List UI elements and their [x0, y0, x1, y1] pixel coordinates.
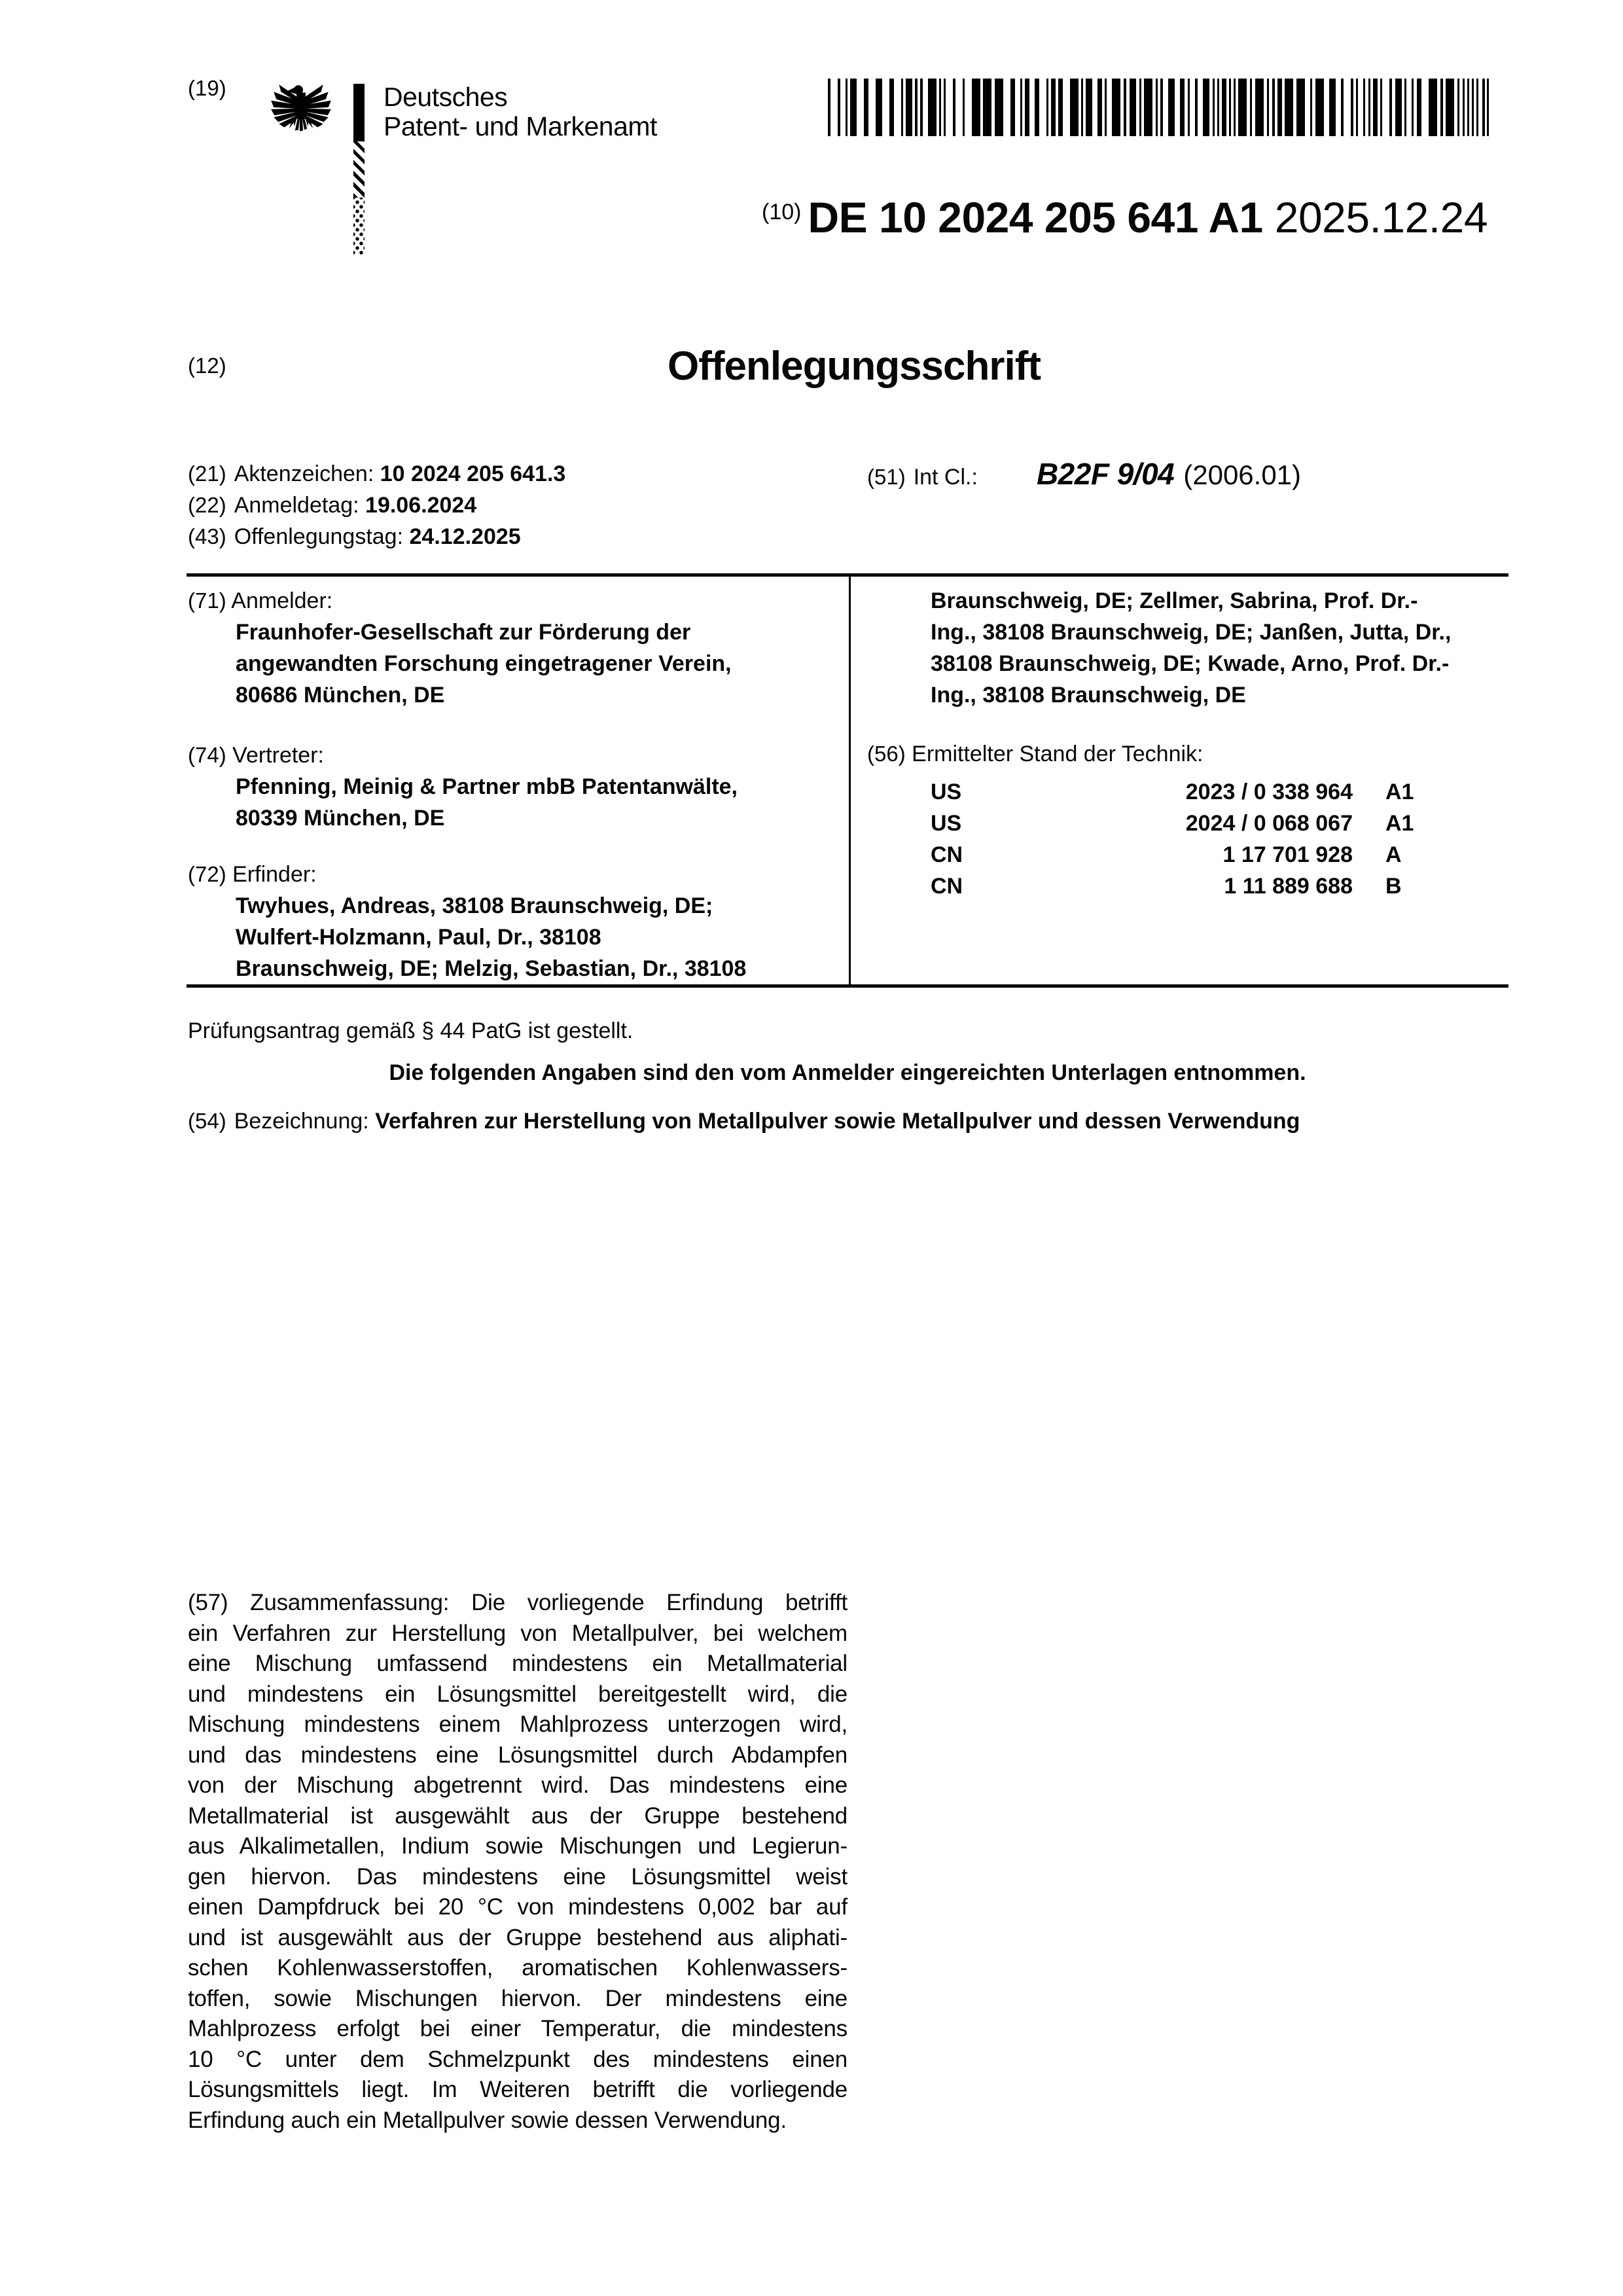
- document-type-title: Offenlegungsschrift: [668, 344, 1041, 389]
- inventors-continuation: Braunschweig, DE; Zellmer, Sabrina, Prof. Dr.- Ing., 38108 Braunschweig, DE; Janßen, Jutta, Dr., 38108 Braunschweig, DE; Kwade, Arno, Prof. Dr.- Ing., 38108 Braunschweig, DE: [931, 588, 1452, 708]
- anmeldetag-value: 19.06.2024: [365, 493, 477, 518]
- logo-divider-bar: [353, 84, 365, 255]
- office-name-line2: Patent- und Markenamt: [383, 111, 657, 141]
- citation-row: CN 1 17 701 928 A: [931, 842, 1402, 867]
- filing-data-block: [188, 458, 565, 552]
- invention-title-row: (54) Bezeichnung: Verfahren zur Herstellung von Metallpulver sowie Metallpulver und dessen Verwendung: [188, 1109, 1300, 1134]
- anmeldetag-row: (22) Anmeldetag: 19.06.2024: [188, 493, 477, 518]
- inid-code-19: (19): [188, 76, 226, 100]
- publication-number-line: [762, 192, 1488, 242]
- representative-value: Pfenning, Meinig & Partner mbB Patentanwälte, 80339 München, DE: [236, 774, 738, 831]
- int-cl-row: (51) Int Cl.: B22F 9/04 (2006.01): [867, 457, 1302, 491]
- aktenzeichen-value: 10 2024 205 641.3: [380, 461, 566, 486]
- representative-section: [188, 740, 842, 834]
- document-number: DE 10 2024 205 641 A1: [808, 193, 1263, 242]
- prior-art-label-row: (56) Ermittelter Stand der Technik:: [867, 742, 1204, 766]
- applicant-section: [188, 585, 842, 711]
- applicant-value: Fraunhofer-Gesellschaft zur Förderung der angewandten Forschung eingetragener Verein, 80686 München, DE: [236, 620, 732, 708]
- inid-code-54: (54): [188, 1109, 226, 1133]
- offenlegungstag-value: 24.12.2025: [409, 524, 521, 549]
- inventors-section: [188, 859, 842, 984]
- applicant-label-row: (71) Anmelder:: [188, 588, 333, 613]
- inventors-label-row: (72) Erfinder:: [188, 862, 317, 887]
- office-name-line1: Deutsches: [383, 82, 508, 112]
- citation-row: CN 1 11 889 688 B: [931, 874, 1402, 899]
- rule-top: [187, 573, 1508, 577]
- citations-table: [931, 776, 1507, 902]
- barcode: [828, 79, 1489, 136]
- int-cl-value: B22F 9/04: [1036, 457, 1175, 491]
- representative-label-row: (74) Vertreter:: [188, 743, 324, 768]
- inventors-value: Twyhues, Andreas, 38108 Braunschweig, DE; Wulfert-Holzmann, Paul, Dr., 38108 Braunschweig, DE; Melzig, Sebastian, Dr., 38108: [236, 893, 747, 981]
- rule-bottom: [187, 984, 1508, 988]
- inid-code-12: (12): [188, 353, 226, 378]
- publication-date: 2025.12.24: [1274, 193, 1488, 242]
- citation-row: US 2024 / 0 068 067 A1: [931, 811, 1414, 836]
- examination-request-notice: Prüfungsantrag gemäß § 44 PatG ist gestellt.: [188, 1018, 633, 1043]
- inid-code-10: (10): [762, 200, 802, 224]
- office-name: [383, 82, 657, 141]
- invention-title: Verfahren zur Herstellung von Metallpulver sowie Metallpulver und dessen Verwendung: [375, 1109, 1300, 1134]
- aktenzeichen-row: (21) Aktenzeichen: 10 2024 205 641.3: [188, 461, 566, 486]
- source-notice: Die folgenden Angaben sind den vom Anmelder eingereichten Unterlagen entnommen.: [389, 1060, 1306, 1085]
- abstract: (57) Zusammenfassung: Die vorliegende Erfindung betrifft ein Verfahren zur Herstellung von Metallpulver, bei welchem eine Mischung umfassend mindestens ein Metallmaterial und mindestens ein Lösungsmittel bereitgestellt wird, die Mischung mindestens einem Mahlprozess unterzogen wird, und das mindestens eine Lösungsmittel durch Abdampfen von der Mischung abgetrennt wird. Das mindestens eine Metallmaterial ist ausgewählt aus der Gruppe bestehend aus Alkalimetallen, Indium sowie Mischungen und Legierun- gen hiervon. Das mindestens eine Lösungsmittel weist einen Dampfdruck bei 20 °C von mindestens 0,002 bar auf und ist ausgewählt aus der Gruppe bestehend aus aliphati- schen Kohlenwasserstoffen, aromatischen Kohlenwassers- toffen, sowie Mischungen hiervon. Der mindestens eine Mahlprozess erfolgt bei einer Temperatur, die mindestens 10 °C unter dem Schmelzpunkt des mindestens einen Lösungsmittels liegt. Im Weiteren betrifft die vorliegende Erfindung auch ein Metallpulver sowie dessen Verwendung.: [188, 1590, 847, 2133]
- offenlegungstag-row: (43) Offenlegungstag: 24.12.2025: [188, 524, 521, 549]
- int-cl-version: (2006.01): [1183, 459, 1302, 490]
- dpma-eagle-logo: [267, 77, 335, 147]
- citation-row: US 2023 / 0 338 964 A1: [931, 780, 1414, 804]
- rule-column-divider: [849, 573, 851, 988]
